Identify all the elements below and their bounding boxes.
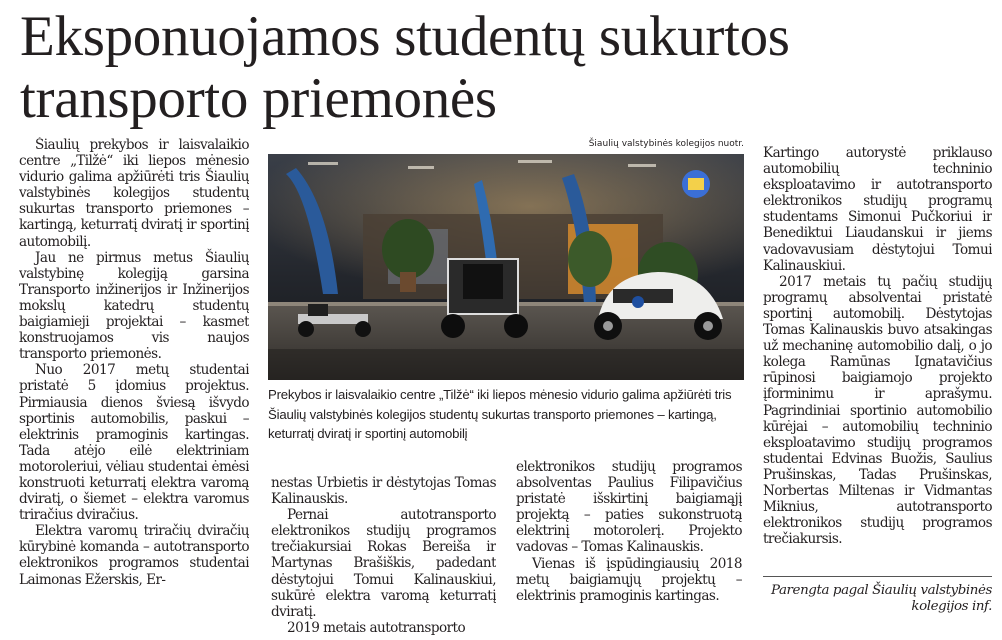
paragraph: 2019 metais autotransporto — [287, 619, 466, 635]
article-title: Eksponuojamos studentų sukurtos transporto priemonės — [20, 5, 790, 130]
text-column-3 — [516, 459, 742, 635]
text-column-4 — [763, 145, 992, 575]
paragraph: elektronikos studijų programos absolventas Paulius Filipavičius pristatė išskirtinį baigiamąjį projektą – paties sukonstruotą elektrinį motorolerį. Projekto vadovas – Tomas Kalinauskis. — [516, 459, 742, 556]
paragraph: 2017 metais tų pačių studijų programų absolventai pristatė sportinį automobilį. Dėstytojas Tomas Kalinauskis buvo atsakingas už mechaninę automobilio dalį, o jo kolega Ramūnas Ignatavičius rūpinosi baigiamojo projekto įforminimu ir aprašymu. Pagrindiniai sportinio automobilio kūrėjai – automobilių techninio eksploatavimo studijų programos studentai Edvinas Buožis, Saulius Prušinskas, Tadas Prušinskas, Norbertas Miltenas ir Vidmantas Miknius, autotransporto elektronikos studijų programos trečiakursis. — [763, 273, 992, 548]
text-column-1 — [19, 137, 249, 637]
article-signoff: Parengta pagal Šiaulių valstybinės kolegijos inf. — [770, 583, 992, 614]
photo-credit: Šiaulių valstybinės kolegijos nuotr. — [588, 139, 744, 149]
paragraph: nestas Urbietis ir dėstytojas Tomas Kalinauskis. — [271, 475, 496, 508]
paragraph: Pernai autotransporto elektronikos studijų programos trečiakursiai Rokas Bereiša ir Martynas Brašiškis, padedant dėstytojui Tomui Kalinauskiui, sukūrė elektra varomą keturratį dviratį. — [271, 507, 496, 620]
paragraph: Elektra varomų triračių dviračių kūrybinė komanda – autotransporto elektronikos programos studentai Laimonas Ežerskis, Er- — [19, 523, 249, 588]
paragraph: Šiaulių prekybos ir laisvalaikio centre „Tilžė“ iki liepos mėnesio vidurio galima apžiūrėti tris Šiaulių valstybinės kolegijos studentų sukurtas transporto priemones – kartingą, keturratį dviratį ir sportinį automobilį. — [19, 137, 249, 250]
paragraph: Jau ne pirmus metus Šiaulių valstybinę kolegiją garsina Transporto inžinerijos ir Inžinerijos mokslų katedrų studentų baigiamieji projektai – kasmet konstruojamos vis naujos transporto priemonės. — [19, 249, 249, 363]
paragraph: Nuo 2017 metų studentai pristatė 5 įdomius projektus. Pirmiausia dienos šviesą išvydo sportinis automobilis, paskui – elektrinis pramoginis kartingas. Tada atėjo eilė elektriniam motoroleriui, vėliau studentai ėmėsi konstruoti keturratį elektra varomą dviratį, o šiemet – elektra varomus triračius dviračius. — [19, 362, 249, 524]
paragraph: Vienas iš įspūdingiausių 2018 metų baigiamųjų projektų – elektrinis pramoginis kartingas. — [516, 555, 742, 604]
signoff-divider — [763, 576, 992, 577]
photo-caption: Prekybos ir laisvalaikio centre „Tilžė“ iki liepos mėnesio vidurio galima apžiūrėti tris Šiaulių valstybinės kolegijos studentų sukurtas transporto priemones – kartingą, keturratį dviratį ir sportinį automobilį — [268, 387, 732, 441]
paragraph: Kartingo autorystė priklauso automobilių techninio eksploatavimo ir autotransporto elektronikos studijų programų studentams Simonui Pučkoriui ir Benediktui Liaudanskui ir jiems vadovavusiam dėstytojui Tomui Kalinauskiui. — [763, 145, 992, 274]
text-column-2 — [271, 475, 496, 635]
article-photo — [268, 154, 744, 380]
